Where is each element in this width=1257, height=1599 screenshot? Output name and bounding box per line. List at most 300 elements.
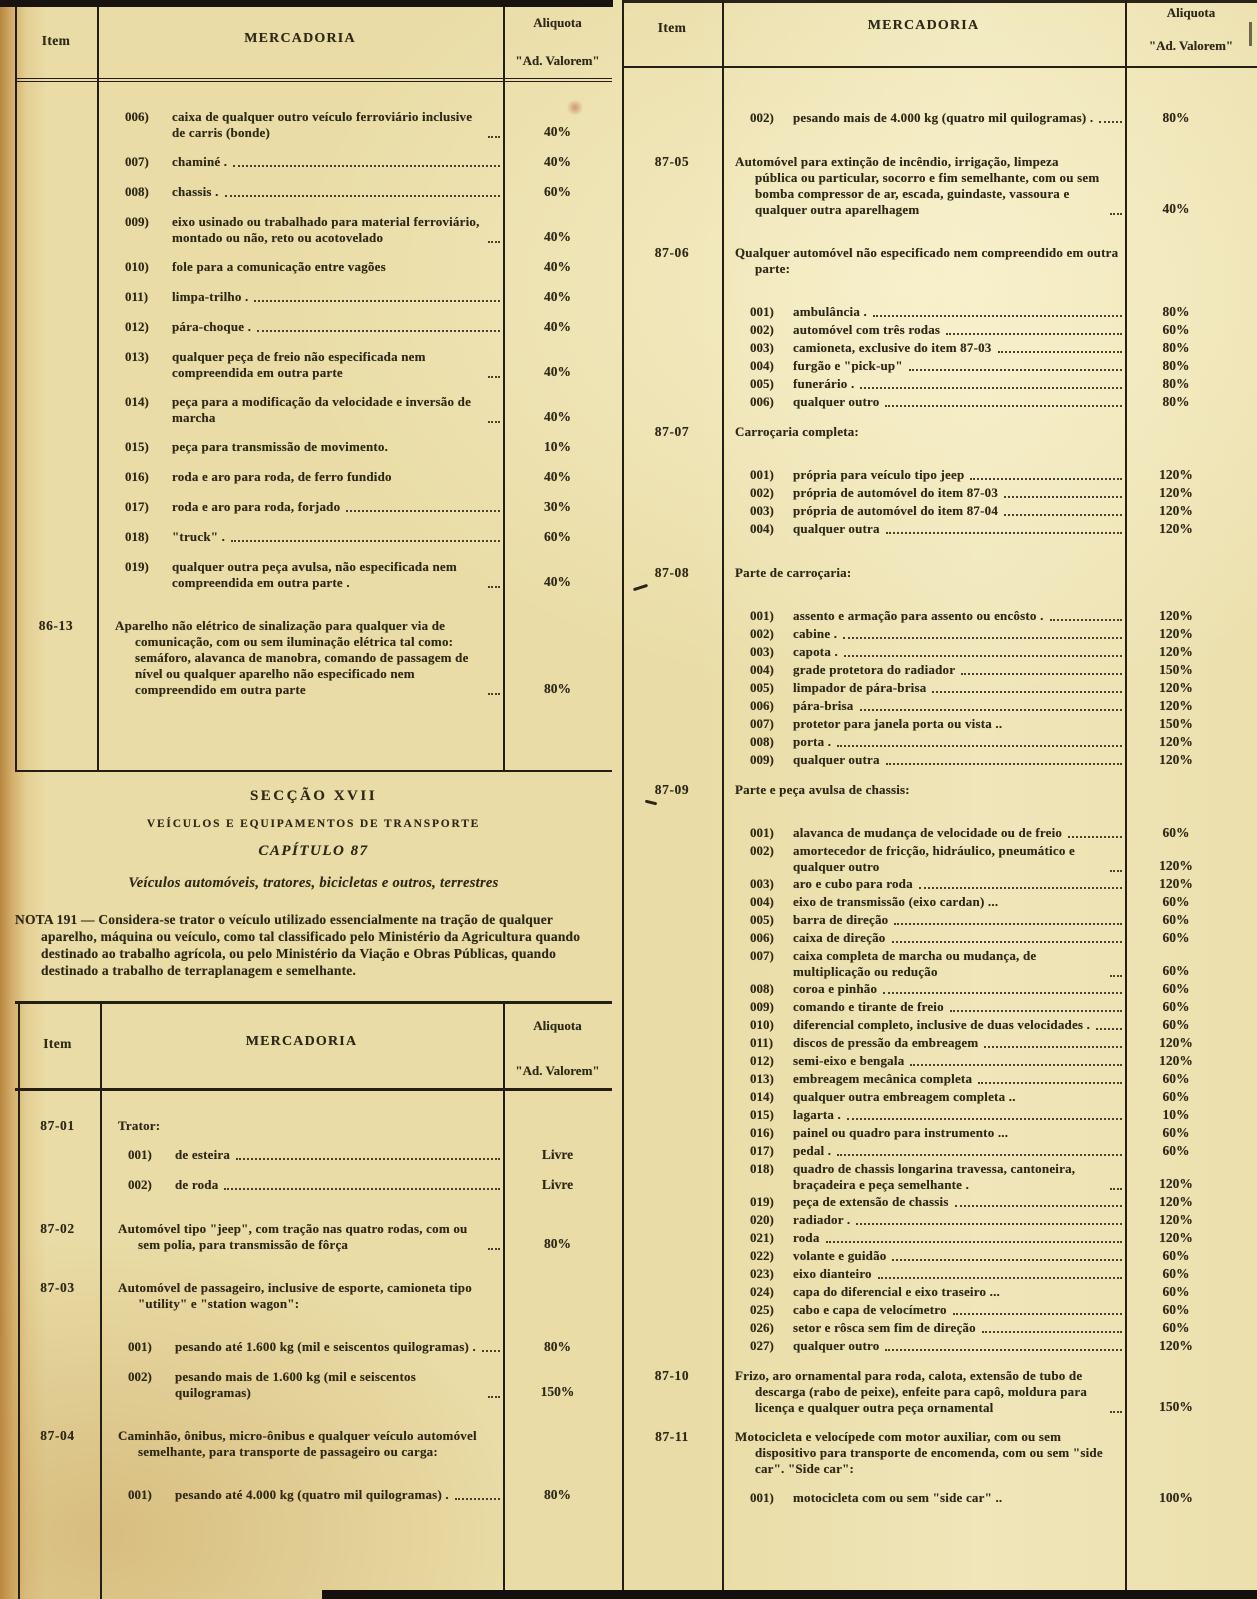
row-text: funerário . [793, 376, 855, 391]
row-text: pára-brisa [793, 698, 854, 713]
mercadoria-cell [722, 1143, 1125, 1159]
dot-leader [950, 1010, 1122, 1012]
header-aliquota [503, 7, 612, 78]
tariff-row [622, 1107, 1257, 1124]
sub-number: 009) [125, 214, 149, 229]
mercadoria-cell [722, 894, 1125, 910]
aliquota-value: 60% [1162, 1125, 1190, 1140]
mercadoria-cell [722, 503, 1125, 519]
tariff-row [622, 626, 1257, 643]
row-text: qualquer outro [793, 1338, 880, 1353]
sub-number: 004) [750, 521, 774, 536]
mercadoria-cell [722, 1248, 1125, 1264]
mercadoria-cell [722, 680, 1125, 696]
row-text: automóvel com três rodas [793, 322, 941, 337]
mercadoria-cell [97, 559, 503, 591]
mercadoria-cell [97, 469, 503, 485]
tariff-row [622, 948, 1257, 980]
item-code: 87-10 [654, 1368, 690, 1383]
sub-number: 006) [125, 109, 149, 124]
aliquota-value: 30% [544, 499, 571, 514]
left-table-1 [15, 7, 612, 772]
sub-number: 001) [128, 1339, 152, 1354]
tariff-row [622, 322, 1257, 339]
sub-number: 005) [750, 912, 774, 927]
tariff-row [622, 644, 1257, 661]
mercadoria-cell [722, 608, 1125, 624]
tariff-row [622, 1143, 1257, 1160]
row-text: eixo de transmissão (eixo cardan) ... [793, 894, 999, 909]
row-text: fole para a comunicação entre vagões [172, 259, 386, 274]
mercadoria-cell [722, 1161, 1125, 1193]
mercadoria-cell [722, 304, 1125, 320]
sub-number: 011) [125, 289, 149, 304]
dot-leader [860, 387, 1122, 389]
aliquota-value: 40% [544, 364, 571, 379]
aliquota-value: 120% [1159, 626, 1193, 641]
row-text: pesando até 1.600 kg (mil e seiscentos quilogramas) . [175, 1339, 476, 1354]
tariff-row [622, 1284, 1257, 1301]
dot-leader [843, 637, 1122, 639]
item-code: 86-13 [38, 618, 74, 633]
sub-number: 004) [750, 358, 774, 373]
row-text: motocicleta com ou sem "side car" .. [793, 1490, 1003, 1505]
row-text: caixa completa de marcha ou mudança, de multiplicação ou redução [793, 948, 1037, 979]
aliquota-value: 40% [544, 289, 571, 304]
row-text: assento e armação para assento ou encôsto . [793, 608, 1044, 623]
dot-leader [883, 992, 1122, 994]
dot-leader [998, 351, 1122, 353]
aliquota-value: 80% [544, 681, 571, 696]
row-text: eixo usinado ou trabalhado para material ferroviário, montado ou não, reto ou acotovelado [172, 214, 480, 245]
dot-leader [488, 136, 500, 138]
mercadoria-cell [722, 1071, 1125, 1087]
tariff-row [622, 304, 1257, 321]
tariff-row [622, 662, 1257, 679]
sub-number: 007) [750, 948, 774, 963]
aliquota-value: 10% [544, 439, 571, 454]
mercadoria-cell [722, 1125, 1125, 1141]
sub-number: 001) [750, 825, 774, 840]
aliquota-value: 120% [1159, 752, 1193, 767]
sub-number: 015) [125, 439, 149, 454]
mercadoria-cell [97, 259, 503, 275]
dot-leader [1110, 1411, 1122, 1413]
row-text: própria de automóvel do item 87-04 [793, 503, 999, 518]
tariff-row [622, 981, 1257, 998]
right-table [622, 0, 1257, 1599]
row-text: capota . [793, 644, 838, 659]
header-mercadoria: MERCADORIA [867, 18, 980, 33]
aliquota-value: 60% [1162, 825, 1190, 840]
sub-number: 016) [750, 1125, 774, 1140]
row-text: porta . [793, 734, 832, 749]
sub-number: 001) [128, 1487, 152, 1502]
row-text: eixo dianteiro [793, 1266, 872, 1281]
dot-leader [233, 165, 500, 167]
aliquota-value: 120% [1159, 644, 1193, 659]
tariff-row [622, 1053, 1257, 1070]
dot-leader [1068, 836, 1122, 838]
tariff-row [622, 503, 1257, 520]
scan-top-edge [0, 0, 613, 7]
row-text: roda [793, 1230, 820, 1245]
table-left-border [15, 7, 17, 770]
section-heading-block [15, 788, 612, 979]
tariff-row [622, 912, 1257, 929]
row-text: Parte de carroçaria: [735, 565, 852, 580]
sub-number: 001) [750, 467, 774, 482]
mercadoria-cell [722, 626, 1125, 642]
tariff-row [622, 1194, 1257, 1211]
mercadoria-cell [722, 1429, 1125, 1477]
aliquota-value: 60% [1162, 894, 1190, 909]
aliquota-value: Livre [541, 1177, 574, 1192]
mercadoria-cell [100, 1280, 503, 1312]
sub-number: 006) [750, 930, 774, 945]
dot-leader [837, 745, 1122, 747]
item-code: 87-01 [40, 1118, 75, 1133]
mercadoria-cell [722, 1035, 1125, 1051]
tariff-row [622, 716, 1257, 733]
aliquota-value: 60% [1162, 1302, 1190, 1317]
aliquota-value: 40% [544, 319, 571, 334]
row-text: Automóvel para extinção de incêndio, irrigação, limpeza pública ou particular, socorro e fim semelhante, com ou sem bomba compressor de ar, escada, guindaste, vassoura e qualquer outra aparelhagem [735, 154, 1100, 217]
row-text: pára-choque . [172, 319, 252, 334]
aliquota-value: 120% [1159, 698, 1193, 713]
mercadoria-cell [722, 1368, 1125, 1416]
tariff-row [15, 1280, 612, 1312]
section-subtitle: VEÍCULOS E EQUIPAMENTOS DE TRANSPORTE [146, 818, 481, 830]
tariff-row [622, 485, 1257, 502]
dot-leader [953, 1313, 1122, 1315]
aliquota-value: 120% [1159, 734, 1193, 749]
mercadoria-cell [722, 1490, 1125, 1506]
sub-number: 020) [750, 1212, 774, 1227]
mercadoria-cell [100, 1118, 503, 1134]
mercadoria-cell [722, 394, 1125, 410]
tariff-row [622, 999, 1257, 1016]
row-text: própria de automóvel do item 87-03 [793, 485, 999, 500]
row-text: cabine . [793, 626, 838, 641]
sub-number: 002) [750, 110, 774, 125]
aliquota-value: 60% [1162, 1143, 1190, 1158]
tariff-row [15, 289, 612, 306]
tariff-row [15, 394, 612, 426]
dot-leader [231, 540, 500, 542]
sub-number: 001) [128, 1147, 152, 1162]
tariff-row [622, 1429, 1257, 1477]
row-text: limpador de pára-brisa [793, 680, 927, 695]
row-text: coroa e pinhão [793, 981, 878, 996]
sub-number: 008) [750, 981, 774, 996]
mercadoria-cell [722, 1212, 1125, 1228]
row-text: limpa-trilho . [172, 289, 249, 304]
tariff-row [622, 376, 1257, 393]
sub-number: 014) [750, 1089, 774, 1104]
tariff-row [15, 319, 612, 336]
tariff-row [622, 876, 1257, 893]
row-text: setor e rôsca sem fim de direção [793, 1320, 976, 1335]
mercadoria-cell [722, 424, 1125, 440]
tariff-row [15, 529, 612, 546]
tariff-row [622, 894, 1257, 911]
header-item: Item [43, 1036, 72, 1051]
item-code: 87-04 [40, 1428, 75, 1443]
item-code: 87-03 [40, 1280, 75, 1295]
header-aliquota [503, 1004, 612, 1088]
sub-number: 008) [125, 184, 149, 199]
aliquota-value: 120% [1159, 680, 1193, 695]
aliquota-value: 60% [1162, 930, 1190, 945]
dot-leader [1110, 975, 1122, 977]
tariff-row [622, 1490, 1257, 1507]
tariff-row [15, 259, 612, 276]
dot-leader [982, 1331, 1122, 1333]
aliquota-value: 150% [1159, 716, 1193, 731]
row-text: roda e aro para roda, forjado [172, 499, 341, 514]
mercadoria-cell [722, 110, 1125, 126]
row-text: embreagem mecânica completa [793, 1071, 973, 1086]
tariff-row [622, 110, 1257, 127]
dot-leader [225, 195, 500, 197]
aliquota-value: 40% [544, 154, 571, 169]
aliquota-value: 80% [1162, 358, 1190, 373]
row-text: própria para veículo tipo jeep [793, 467, 965, 482]
aliquota-value: 80% [1162, 110, 1190, 125]
row-text: qualquer outra [793, 752, 880, 767]
tariff-row [15, 1147, 612, 1164]
row-text: ambulância . [793, 304, 867, 319]
row-text: Qualquer automóvel não especificado nem compreendido em outra parte: [735, 245, 1119, 276]
tariff-row [622, 930, 1257, 947]
dot-leader [488, 241, 500, 243]
row-text: Carroçaria completa: [735, 424, 859, 439]
sub-number: 023) [750, 1266, 774, 1281]
header-aliquota [1125, 0, 1257, 66]
row-text: barra de direção [793, 912, 889, 927]
header-item: Item [657, 20, 687, 35]
mercadoria-cell [722, 1230, 1125, 1246]
sub-number: 008) [750, 734, 774, 749]
aliquota-value: 60% [1162, 912, 1190, 927]
row-text: cabo e capa de velocímetro [793, 1302, 947, 1317]
mercadoria-cell [722, 565, 1125, 581]
dot-leader [946, 333, 1122, 335]
tariff-row [622, 1302, 1257, 1319]
aliquota-value: 120% [1159, 1194, 1193, 1209]
tariff-row [622, 1368, 1257, 1416]
sub-number: 001) [750, 1490, 774, 1505]
aliquota-value: 120% [1159, 1212, 1193, 1227]
mercadoria-cell [722, 1284, 1125, 1300]
row-text: alavanca de mudança de velocidade ou de freio [793, 825, 1063, 840]
item-code: 87-11 [655, 1429, 689, 1444]
dot-leader [1004, 514, 1122, 516]
mercadoria-cell [100, 1147, 503, 1163]
sub-number: 002) [750, 626, 774, 641]
mercadoria-cell [722, 912, 1125, 928]
header-mercadoria: MERCADORIA [244, 31, 356, 46]
tariff-row [622, 1125, 1257, 1142]
dot-leader [886, 763, 1122, 765]
header-item: Item [41, 33, 71, 48]
row-text: quadro de chassis longarina travessa, cantoneira, braçadeira e peça semelhante . [793, 1161, 1076, 1192]
dot-leader [910, 1064, 1122, 1066]
mercadoria-cell [722, 1017, 1125, 1033]
sub-number: 009) [750, 999, 774, 1014]
dot-leader [1110, 870, 1122, 872]
sub-number: 002) [750, 485, 774, 500]
chapter-note: NOTA 191 — Considera-se trator o veículo utilizado essencialmente na tração de qualquer aparelho, máquina ou veículo, como tal classificado pelo Ministério da Agricultura quando destinado ao trabalho agrícola, ou pelo Ministério da Viação e Obras Públicas, quando destinado a trabalho de terraplanagem e semelhante. [15, 912, 581, 978]
tariff-row [15, 1118, 612, 1134]
dot-leader [482, 1350, 500, 1352]
row-text: de esteira [175, 1147, 231, 1162]
row-text: qualquer peça de freio não especificada nem compreendida em outra parte [172, 349, 426, 380]
mercadoria-cell [97, 618, 503, 698]
tariff-row [15, 499, 612, 516]
mercadoria-cell [97, 109, 503, 141]
tariff-row [622, 1035, 1257, 1052]
row-text: Frizo, aro ornamental para roda, calota, extensão de tubo de descarga (rabo de peixe), enfeite para capô, moldura para licença e qualquer outra peça ornamental [735, 1368, 1088, 1415]
tariff-row [15, 559, 612, 591]
mercadoria-cell [97, 214, 503, 246]
row-text: Parte e peça avulsa de chassis: [735, 782, 910, 797]
row-text: Aparelho não elétrico de sinalização para qualquer via de comunicação, com ou sem iluminação elétrica tal como: semáforo, alavanca de manobra, comando de passagem de nível ou qualquer aparelho não especificado nem compreendido em outra parte [115, 618, 469, 697]
mercadoria-cell [722, 825, 1125, 841]
tariff-row [622, 154, 1257, 218]
chapter-description: Veículos automóveis, tratores, bicicletas e outros, terrestres [128, 875, 499, 891]
dot-leader [894, 923, 1122, 925]
mercadoria-cell [100, 1428, 503, 1460]
mercadoria-cell [722, 698, 1125, 714]
aliquota-value: 60% [544, 184, 571, 199]
row-text: qualquer outra peça avulsa, não especificada nem compreendida em outra parte . [172, 559, 457, 590]
sub-number: 018) [750, 1161, 774, 1176]
mercadoria-cell [100, 1221, 503, 1253]
tariff-row [15, 1339, 612, 1356]
section-title: SECÇÃO XVII [249, 788, 378, 804]
aliquota-value: 60% [544, 529, 571, 544]
header-aliquota-line1: Aliquota [1166, 5, 1216, 20]
table-rows [15, 109, 612, 698]
mercadoria-cell [97, 289, 503, 305]
aliquota-value: 60% [1162, 999, 1190, 1014]
row-text: diferencial completo, inclusive de duas velocidades . [793, 1017, 1091, 1032]
table-rows [622, 110, 1257, 1507]
sub-number: 018) [125, 529, 149, 544]
header-aliquota-line2: "Ad. Valorem" [1148, 38, 1234, 53]
dot-leader [844, 655, 1122, 657]
tariff-row [622, 521, 1257, 538]
item-column-divider [100, 1004, 102, 1599]
dot-leader [1050, 619, 1122, 621]
aliquota-value: 150% [1159, 662, 1193, 677]
tariff-row [622, 1248, 1257, 1265]
sub-number: 019) [750, 1194, 774, 1209]
left-table-2 [15, 1001, 612, 1599]
row-text: roda e aro para roda, de ferro fundido [172, 469, 392, 484]
dot-leader [892, 1259, 1122, 1261]
sub-number: 006) [750, 698, 774, 713]
row-text: qualquer outra [793, 521, 880, 536]
sub-number: 024) [750, 1284, 774, 1299]
item-column-divider [722, 0, 724, 1599]
dot-leader [837, 1154, 1122, 1156]
tariff-row [622, 782, 1257, 798]
tariff-row [622, 680, 1257, 697]
tariff-row [622, 340, 1257, 357]
mercadoria-cell [722, 752, 1125, 768]
sub-number: 019) [125, 559, 149, 574]
sub-number: 012) [125, 319, 149, 334]
aliquota-value: 60% [1162, 1248, 1190, 1263]
aliquota-value: 120% [1159, 1035, 1193, 1050]
item-code: 87-07 [654, 424, 690, 439]
mercadoria-cell [722, 521, 1125, 537]
aliquota-value: 40% [544, 124, 571, 139]
row-text: caixa de direção [793, 930, 886, 945]
row-text: semi-eixo e bengala [793, 1053, 905, 1068]
dot-leader [970, 478, 1122, 480]
tariff-row [15, 184, 612, 201]
mercadoria-cell [722, 948, 1125, 980]
dot-leader [878, 1277, 1122, 1279]
aliquota-value: 120% [1159, 1053, 1193, 1068]
mercadoria-cell [722, 1320, 1125, 1336]
mercadoria-cell [100, 1339, 503, 1355]
mercadoria-cell [722, 981, 1125, 997]
aliquota-column-divider [1125, 0, 1127, 1599]
tariff-row [622, 608, 1257, 625]
item-code: 87-08 [654, 565, 690, 580]
item-code: 87-06 [654, 245, 690, 260]
dot-leader [856, 1223, 1122, 1225]
column-divider [622, 0, 624, 1599]
tariff-row [15, 109, 612, 141]
aliquota-value: 40% [544, 409, 571, 424]
row-text: Automóvel tipo "jeep", com tração nas quatro rodas, com ou sem polia, para transmissão de fôrça [118, 1221, 468, 1252]
row-text: peça de extensão de chassis [793, 1194, 949, 1209]
table-rows [15, 1118, 612, 1504]
pencil-smudge-mark [566, 100, 584, 115]
mercadoria-cell [97, 319, 503, 335]
dot-leader [860, 709, 1123, 711]
sub-number: 006) [750, 394, 774, 409]
mercadoria-cell [722, 1302, 1125, 1318]
aliquota-value: 120% [1159, 608, 1193, 623]
dot-leader [932, 691, 1122, 693]
dot-leader [978, 1082, 1122, 1084]
tariff-row [622, 1017, 1257, 1034]
row-text: peça para transmissão de movimento. [172, 439, 389, 454]
mercadoria-cell [97, 394, 503, 426]
mercadoria-cell [100, 1177, 503, 1193]
mercadoria-cell [722, 1053, 1125, 1069]
sub-number: 016) [125, 469, 149, 484]
sub-number: 007) [750, 716, 774, 731]
row-text: pesando mais de 1.600 kg (mil e seiscentos quilogramas) [175, 1369, 416, 1400]
sub-number: 010) [750, 1017, 774, 1032]
tariff-row [622, 843, 1257, 875]
dot-leader [488, 421, 500, 423]
sub-number: 011) [750, 1035, 774, 1050]
mercadoria-cell [100, 1487, 503, 1503]
aliquota-value: Livre [541, 1147, 574, 1162]
sub-number: 005) [750, 376, 774, 391]
aliquota-value: 120% [1159, 876, 1193, 891]
tariff-row [15, 618, 612, 698]
